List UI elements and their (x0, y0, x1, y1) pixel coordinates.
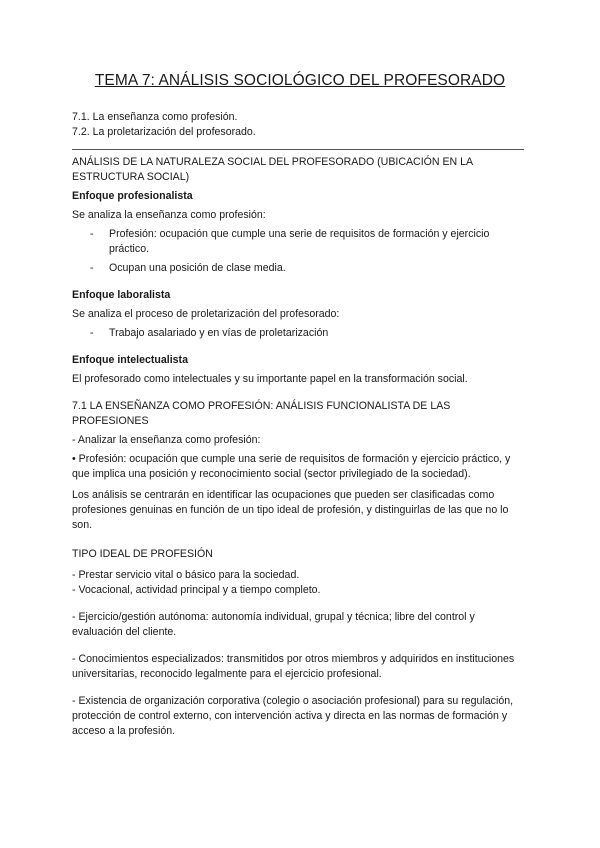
section-heading: TIPO IDEAL DE PROFESIÓN (72, 548, 213, 560)
paragraph: Se analiza el proceso de proletarización del profesorado: (72, 308, 340, 320)
list-dash: - (90, 327, 94, 339)
toc-item: 7.1. La enseñanza como profesión. (72, 111, 238, 123)
list-item: - Trabajo asalariado y en vías de proletarización (90, 327, 329, 339)
list-item: - Vocacional, actividad principal y a tiempo completo. (72, 584, 321, 596)
list-item: - Existencia de organización corporativa (colegio o asociación profesional) para su regulación, protección de control externo, con intervención activa y directa en las normas de formación y acceso a la profesión. (72, 695, 514, 737)
paragraph: • Profesión: ocupación que cumple una serie de requisitos de formación y ejercicio práctico, y que implica una posición y reconocimiento social (sector privilegiado de la sociedad). (72, 453, 511, 480)
horizontal-divider (72, 149, 524, 150)
list-item: - Ejercicio/gestión autónoma: autonomía individual, grupal y técnica; libre del control y evaluación del cliente. (72, 611, 475, 638)
list-dash: - (90, 262, 94, 274)
toc-item: 7.2. La proletarización del profesorado. (72, 126, 256, 138)
document-body (72, 155, 528, 739)
list-dash: - (90, 228, 94, 240)
subsection-heading: Enfoque profesionalista (72, 190, 193, 202)
paragraph: Se analiza la enseñanza como profesión: (72, 209, 266, 221)
subsection-heading: Enfoque intelectualista (72, 354, 188, 366)
paragraph: Los análisis se centrarán en identificar las ocupaciones que pueden ser clasificadas como profesiones genuinas en función de un tipo ideal de profesión, y distinguirlas de las que no lo son. (72, 489, 509, 531)
section-heading: ANÁLISIS DE LA NATURALEZA SOCIAL DEL PROFESORADO (UBICACIÓN EN LA ESTRUCTURA SOCIAL) (72, 156, 473, 183)
list-item: - Ocupan una posición de clase media. (90, 262, 286, 274)
subsection-heading: Enfoque laboralista (72, 289, 171, 301)
table-of-contents (72, 110, 256, 140)
paragraph: El profesorado como intelectuales y su importante papel en la transformación social. (72, 373, 468, 385)
section-heading: 7.1 LA ENSEÑANZA COMO PROFESIÓN: ANÁLISIS FUNCIONALISTA DE LAS PROFESIONES (72, 400, 451, 427)
paragraph: - Analizar la enseñanza como profesión: (72, 434, 261, 446)
list-item: - Profesión: ocupación que cumple una serie de requisitos de formación y ejercicio práctico. (90, 228, 490, 255)
document-title: TEMA 7: ANÁLISIS SOCIOLÓGICO DEL PROFESORADO (94, 72, 506, 89)
list-item: - Conocimientos especializados: transmitidos por otros miembros y adquiridos en instituciones universitarias, reconocido legalmente para el ejercicio profesional. (72, 653, 515, 680)
list-item: - Prestar servicio vital o básico para la sociedad. (72, 569, 300, 581)
